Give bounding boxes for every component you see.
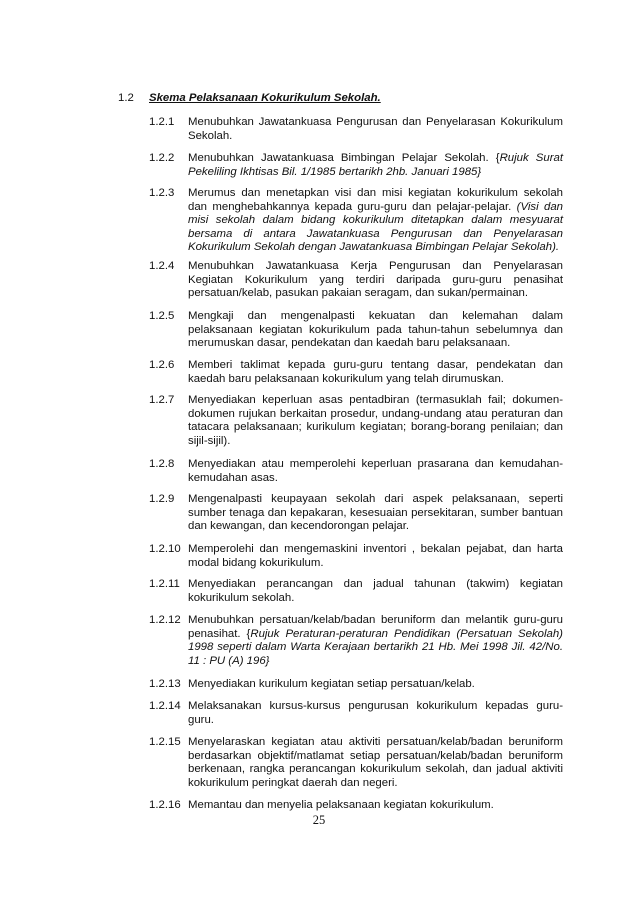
list-item: [149, 678, 563, 692]
item-text: Menubuhkan Jawatankuasa Bimbingan Pelajar Sekolah. {: [188, 152, 500, 164]
item-number: 1.2.9: [149, 493, 175, 505]
item-text: Menubuhkan persatuan/kelab/badan beruniform dan melantik guru-guru penasihat. {: [188, 614, 563, 640]
item-number: 1.2.10: [149, 543, 181, 555]
item-number: 1.2.11: [149, 578, 180, 590]
item-text: Menyelaraskan kegiatan atau aktiviti persatuan/kelab/badan beruniform berdasarkan objektif/matlamat setiap persatuan/kelab/badan beruniform berkenaan, rangka perancangan kokurikulum sekolah, dan jadual aktiviti kokurikulum peringkat daerah dan negeri.: [188, 736, 563, 789]
item-number: 1.2.4: [149, 260, 175, 272]
item-reference: Rujuk Peraturan-peraturan Pendidikan (Persatuan Sekolah) 1998 seperti dalam Warta Kerajaan bertarikh 21 Hb. Mei 1998 Jil. 42/No. 11 : PU (A) 196}: [188, 627, 563, 667]
item-text: Menyediakan atau memperolehi keperluan prasarana dan kemudahan-kemudahan asas.: [188, 458, 563, 484]
item-number: 1.2.7: [149, 394, 175, 406]
item-text: Menyediakan kurikulum kegiatan setiap persatuan/kelab.: [188, 678, 475, 690]
list-item: [149, 578, 563, 605]
item-number: 1.2.12: [149, 614, 181, 626]
item-text: Menyediakan keperluan asas pentadbiran (termasuklah fail; dokumen-dokumen rujukan berkaitan prosedur, undang-undang atau peraturan dan tatacara pelaksanaan; kurikulum kegiatan; borang-borang penilaian; dan sijil-sijil).: [188, 394, 563, 447]
list-item: [149, 493, 563, 534]
list-item: [149, 116, 563, 143]
list-item: [149, 543, 563, 570]
page-number: 25: [312, 813, 326, 827]
item-reference: Rujuk Surat Pekeliling Ikhtisas Bil. 1/1985 bertarikh 2hb. Januari 1985}: [188, 152, 564, 178]
item-number: 1.2.6: [149, 359, 175, 371]
item-number: 1.2.15: [149, 736, 181, 748]
item-text: Memperolehi dan mengemaskini inventori , bekalan pejabat, dan harta modal bidang kokurikulum.: [188, 543, 563, 569]
item-text: Mengkaji dan mengenalpasti kekuatan dan kelemahan dalam pelaksanaan kegiatan kokurikulum pada tahun-tahun sebelumnya dan merumuskan dasar, pendekatan dan kaedah baru pelaksanaan.: [188, 310, 563, 350]
item-text: Menyediakan perancangan dan jadual tahunan (takwim) kegiatan kokurikulum sekolah.: [188, 578, 563, 604]
list-item: [149, 614, 563, 668]
item-text: Menubuhkan Jawatankuasa Pengurusan dan Penyelarasan Kokurikulum Sekolah.: [188, 116, 563, 142]
list-item: [149, 187, 563, 255]
item-text: Merumus dan menetapkan visi dan misi kegiatan kokurikulum sekolah dan menghebahkannya kepada guru-guru dan pelajar-pelajar.: [188, 187, 563, 213]
list-item: [149, 260, 563, 301]
item-number: 1.2.14: [149, 700, 181, 712]
list-item: [149, 310, 563, 351]
item-number: 1.2.1: [149, 116, 175, 128]
section-number: 1.2: [118, 92, 134, 104]
list-item: [149, 458, 563, 485]
list-item: [149, 799, 563, 813]
item-number: 1.2.3: [149, 187, 175, 199]
item-number: 1.2.16: [149, 799, 181, 811]
list-item: [149, 736, 563, 790]
section-title: Skema Pelaksanaan Kokurikulum Sekolah.: [149, 92, 381, 104]
item-text: Mengenalpasti keupayaan sekolah dari aspek pelaksanaan, seperti sumber tenaga dan kepakaran, kesesuaian persekitaran, sumber bantuan dan kewangan, dan kecendorongan pelajar.: [188, 493, 563, 533]
item-reference: (Visi dan misi sekolah dalam bidang kokurikulum ditetapkan dalam mesyuarat bersama di antara Jawatankuasa Pengurusan dan Penyelarasan Kokurikulum Sekolah dengan Jawatankuasa Bimbingan Pelajar Sekolah).: [188, 200, 563, 254]
list-item: [149, 700, 563, 727]
item-text: Memberi taklimat kepada guru-guru tentang dasar, pendekatan dan kaedah baru pelaksanaan kokurikulum yang telah dirumuskan.: [188, 359, 563, 385]
list-item: [149, 152, 563, 179]
item-number: 1.2.5: [149, 310, 175, 322]
item-text: Menubuhkan Jawatankuasa Kerja Pengurusan dan Penyelarasan Kegiatan Kokurikulum yang terdiri daripada guru-guru penasihat persatuan/kelab, pasukan pakaian seragam, dan sukan/permainan.: [188, 260, 563, 300]
item-number: 1.2.13: [149, 678, 181, 690]
item-number: 1.2.8: [149, 458, 175, 470]
item-number: 1.2.2: [149, 152, 175, 164]
list-item: [149, 394, 563, 448]
item-text: Melaksanakan kursus-kursus pengurusan kokurikulum kepadas guru-guru.: [188, 700, 563, 726]
item-text: Memantau dan menyelia pelaksanaan kegiatan kokurikulum.: [188, 799, 494, 811]
list-item: [149, 359, 563, 386]
